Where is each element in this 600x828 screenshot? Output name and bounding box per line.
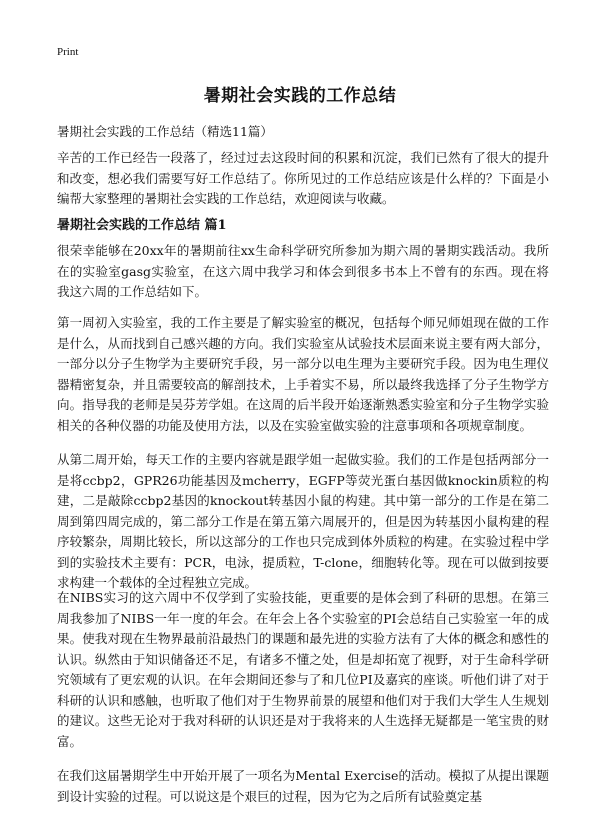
paragraph-4: 在NIBS实习的这六周中不仅学到了实验技能，更重要的是体会到了科研的思想。在第三周我参加了NIBS一年一度的年会。在年会上各个实验室的PI会总结自己实验室一年的成果。使我对现在生物界最前沿最热门的课题和最先进的实验方法有了大体的概念和感性的认识。纵然由于知识储备还不足，有诸多不懂之处，但是却拓宽了视野，对于生命科学研究领域有了更宏观的认识。在年会期间还参与了和几位PI及嘉宾的座谈。听他们讲了对于科研的认识和感触，也听取了他们对于生物界前景的展望和他们对于我们大学生人生规划的建议。这些无论对于我对科研的认识还是对于我将来的人生选择无疑都是一笔宝贵的财富。 [57,590,549,749]
page-title: 暑期社会实践的工作总结 [203,86,397,106]
paragraph-3: 从第二周开始，每天工作的主要内容就是跟学姐一起做实验。我们的工作是包括两部分一是将ccbp2，GPR26功能基因及mcherry，EGFP等荧光蛋白基因做knockin质粒的构建，二是敲除ccbp2基因的knockout转基因小鼠的构建。其中第一部分的工作是在第二周到第四周完成的，第二部分工作是在第五第六周展开的，但是因为转基因小鼠构建的程序较繁杂，周期比较长，所以这部分的工作也只完成到体外质粒的构建。在实验过程中学到的实验技术主要有：PCR，电泳，提质粒，T-clone，细胞转化等。现在可以做到按要求构建一个载体的全过程独立完成。 [57,452,549,590]
subtitle: 暑期社会实践的工作总结（精选11篇） [57,124,273,139]
paragraph-1: 很荣幸能够在20xx年的暑期前往xx生命科学研究所参加为期六周的暑期实践活动。我所在的实验室gasg实验室，在这六周中我学习和体会到很多书本上不曾有的东西。现在将我这六周的工作总结如下。 [57,243,549,299]
intro-paragraph: 辛苦的工作已经告一段落了，经过过去这段时间的积累和沉淀，我们已然有了很大的提升和改变，想必我们需要写好工作总结了。你所见过的工作总结应该是什么样的？下面是小编帮大家整理的暑期社会实践的工作总结，欢迎阅读与收藏。 [57,150,549,206]
print-link[interactable]: Print [57,46,79,58]
paragraph-2: 第一周初入实验室，我的工作主要是了解实验室的概况，包括每个师兄师姐现在做的工作是什么，从而找到自己感兴趣的方向。我们实验室从试验技术层面来说主要有两大部分，一部分以分子生物学为主要研究手段，另一部分以电生理为主要研究手段。因为电生理仪器精密复杂，并且需要较高的解剖技术，上手着实不易，所以最终我选择了分子生物学方向。指导我的老师是吴芬芳学姐。在这周的后半段开始逐渐熟悉实验室和分子生物学实验相关的各种仪器的功能及使用方法，以及在实验室做实验的注意事项和各项规章制度。 [57,315,549,433]
paragraph-5: 在我们这届暑期学生中开始开展了一项名为Mental Exercise的活动。模拟了从提出课题到设计实验的过程。可以说这是个艰巨的过程，因为它为之后所有试验奠定基 [57,768,549,804]
section-heading: 暑期社会实践的工作总结 篇1 [57,218,227,233]
